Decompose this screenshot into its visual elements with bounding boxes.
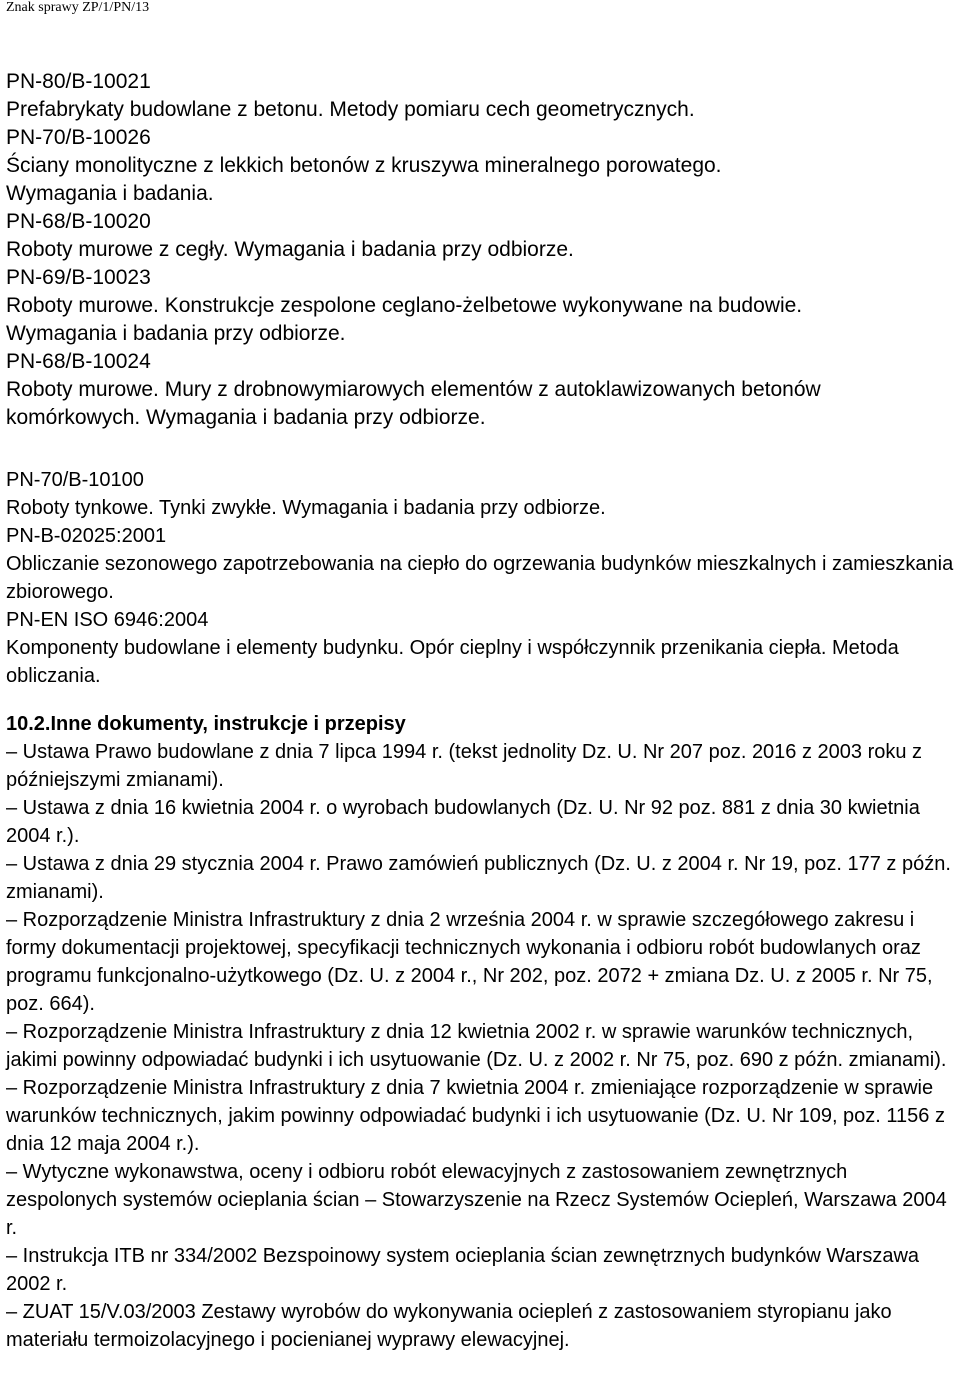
regulation-item: – Rozporządzenie Ministra Infrastruktury z dnia 7 kwietnia 2004 r. zmieniające rozporządzenie w sprawie warunków technicznych, jakim powinny odpowiadać budynki i ich usytuowanie (Dz. U. Nr 109, poz. 1156 z dnia 12 maja 2004 r.). — [6, 1077, 945, 1155]
regulation-item: – Rozporządzenie Ministra Infrastruktury z dnia 2 września 2004 r. w sprawie szczegółowego zakresu i formy dokumentacji projektowej, specyfikacji technicznych wykonania i odbioru robót budowlanych oraz programu funkcjonalno-użytkowego (Dz. U. z 2004 r., Nr 202, poz. 2072 + zmiana Dz. U. z 2005 r. Nr 75, poz. 664). — [6, 909, 933, 1015]
case-number-header: Znak sprawy ZP/1/PN/13 — [6, 0, 150, 15]
standard-entry — [6, 522, 956, 606]
standard-code: PN-70/B-10100 — [6, 469, 144, 491]
standards-list-section — [6, 68, 956, 432]
standard-title: Roboty tynkowe. Tynki zwykłe. Wymagania i badania przy odbiorze. — [6, 497, 606, 519]
standard-line: Roboty murowe z cegły. Wymagania i badania przy odbiorze. — [6, 238, 574, 261]
standard-line: Roboty murowe. Konstrukcje zespolone ceglano-żelbetowe wykonywane na budowie. — [6, 294, 803, 317]
regulation-item: – Ustawa z dnia 16 kwietnia 2004 r. o wyrobach budowlanych (Dz. U. Nr 92 poz. 881 z dnia 30 kwietnia 2004 r.). — [6, 797, 920, 847]
standard-line: Roboty murowe. Mury z drobnowymiarowych elementów z autoklawizowanych betonów — [6, 378, 821, 401]
standard-line: Prefabrykaty budowlane z betonu. Metody pomiaru cech geometrycznych. — [6, 98, 695, 121]
regulation-item: – Wytyczne wykonawstwa, oceny i odbioru robót elewacyjnych z zastosowaniem zewnętrznych zespolonych systemów ocieplania ścian – Stowarzyszenie na Rzecz Systemów Ociepleń, Warszawa 2004 r. — [6, 1161, 947, 1239]
regulation-item: – Rozporządzenie Ministra Infrastruktury z dnia 12 kwietnia 2002 r. w sprawie warunków technicznych, jakimi powinny odpowiadać budynki i ich usytuowanie (Dz. U. z 2002 r. Nr 75, poz. 690 z późn. zmianami). — [6, 1021, 947, 1071]
standard-line: Wymagania i badania. — [6, 182, 214, 205]
standards-list-section-2 — [6, 466, 956, 690]
standard-line: PN-69/B-10023 — [6, 266, 151, 289]
standard-line: komórkowych. Wymagania i badania przy odbiorze. — [6, 406, 486, 429]
standard-line: PN-80/B-10021 — [6, 70, 151, 93]
standard-title: Komponenty budowlane i elementy budynku. Opór cieplny i współczynnik przenikania ciepła. Metoda obliczania. — [6, 637, 899, 687]
regulation-item: – Ustawa Prawo budowlane z dnia 7 lipca 1994 r. (tekst jednolity Dz. U. Nr 207 poz. 2016 z 2003 roku z późniejszymi zmianami). — [6, 741, 923, 791]
standard-title: Obliczanie sezonowego zapotrzebowania na ciepło do ogrzewania budynków mieszkalnych i zamieszkania zbiorowego. — [6, 553, 954, 603]
standard-entry — [6, 466, 956, 522]
standard-code: PN-B-02025:2001 — [6, 525, 167, 547]
standard-line: PN-68/B-10024 — [6, 350, 151, 373]
other-documents-section — [6, 710, 958, 1354]
standard-code: PN-EN ISO 6946:2004 — [6, 609, 209, 631]
regulation-item: – Ustawa z dnia 29 stycznia 2004 r. Prawo zamówień publicznych (Dz. U. z 2004 r. Nr 19, poz. 177 z późn. zmianami). — [6, 853, 951, 903]
section-heading: 10.2.Inne dokumenty, instrukcje i przepisy — [6, 713, 406, 735]
standard-entry — [6, 606, 956, 690]
standard-line: Wymagania i badania przy odbiorze. — [6, 322, 346, 345]
standard-line: PN-68/B-10020 — [6, 210, 151, 233]
regulation-item: – Instrukcja ITB nr 334/2002 Bezspoinowy system ocieplania ścian zewnętrznych budynków Warszawa 2002 r. — [6, 1245, 920, 1295]
standard-line: PN-70/B-10026 — [6, 126, 151, 149]
standard-line: Ściany monolityczne z lekkich betonów z kruszywa mineralnego porowatego. — [6, 154, 722, 177]
regulation-item: – ZUAT 15/V.03/2003 Zestawy wyrobów do wykonywania ociepleń z zastosowaniem styropianu jako materiału termoizolacyjnego i pocienianej wyprawy elewacyjnej. — [6, 1301, 892, 1351]
